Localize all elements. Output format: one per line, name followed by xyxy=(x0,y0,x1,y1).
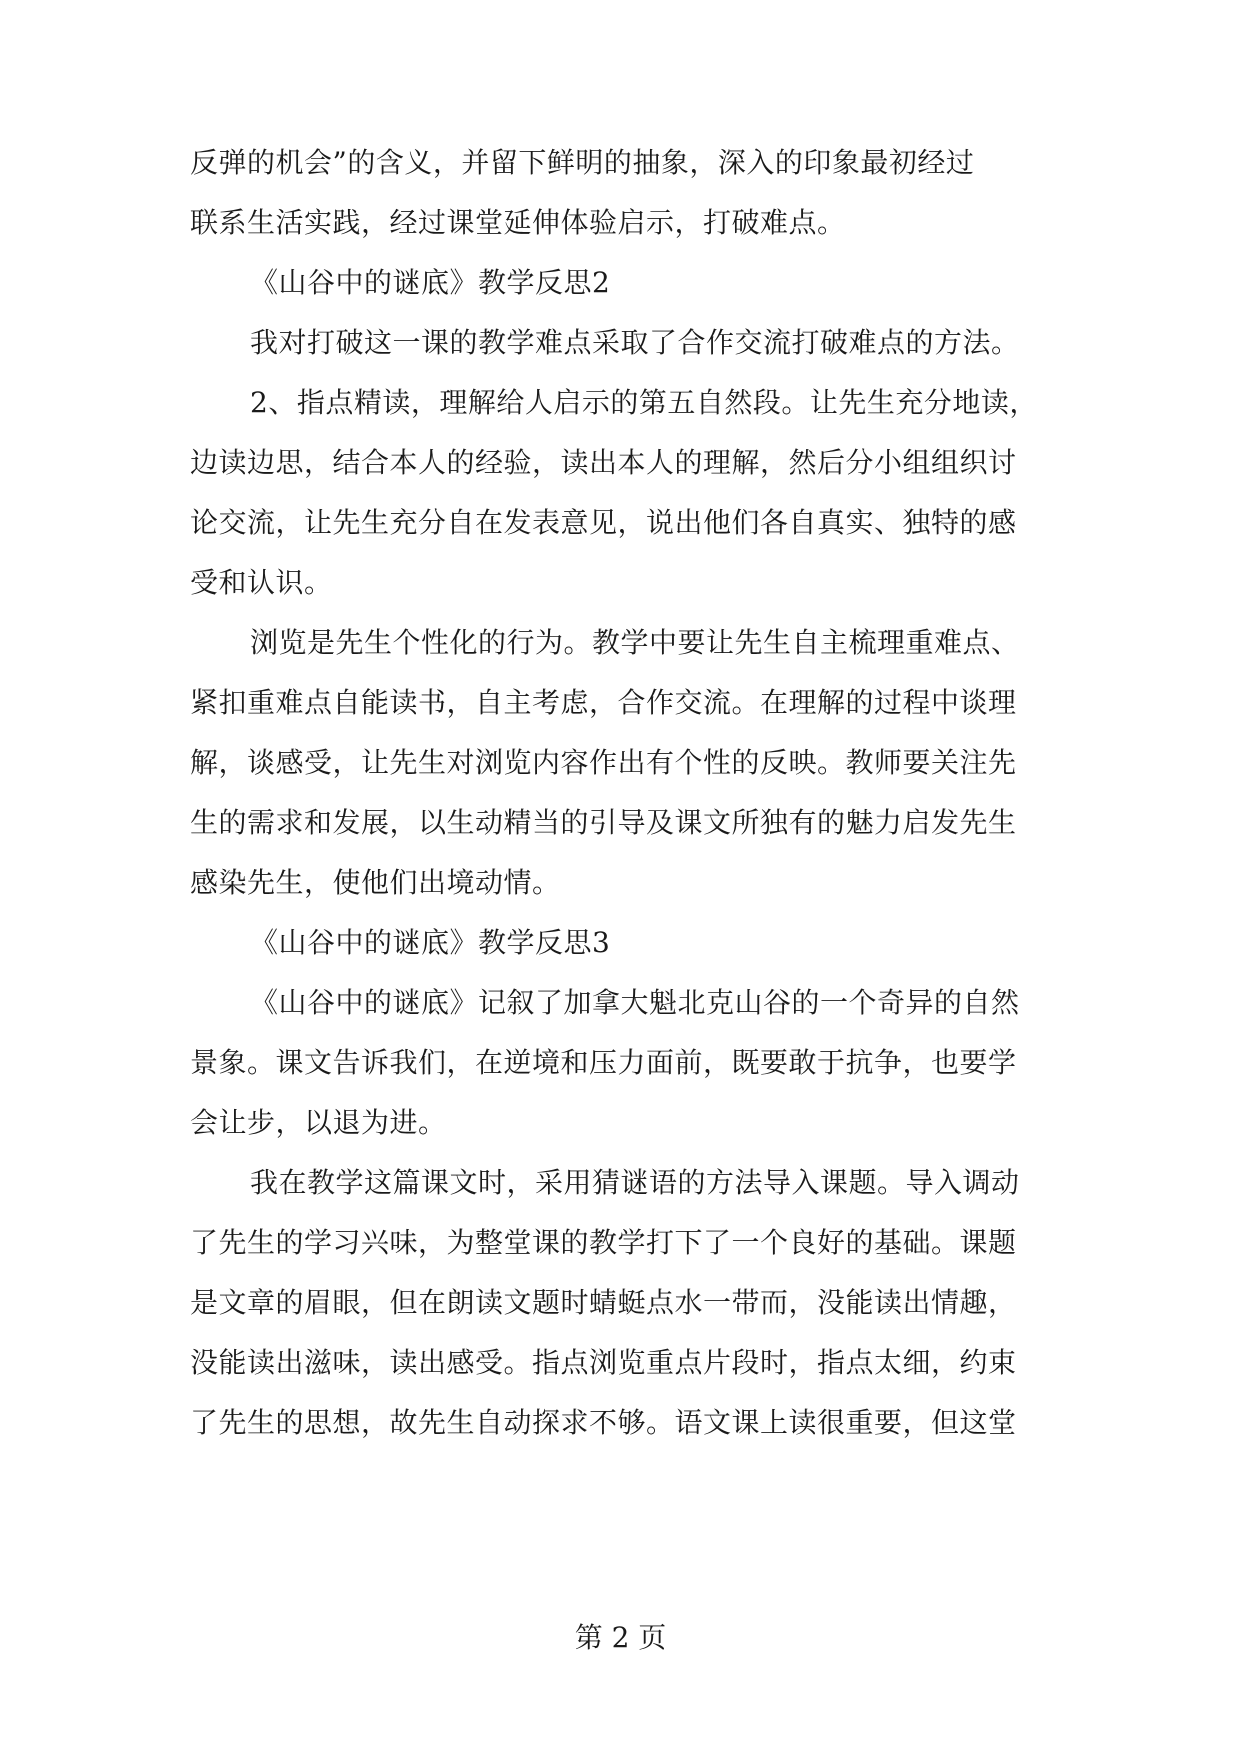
text-line: 紧扣重难点自能读书，自主考虑，合作交流。在理解的过程中谈理 xyxy=(190,686,1017,719)
text-line: 受和认识。 xyxy=(190,566,333,599)
section-heading: 《山谷中的谜底》教学反思3 xyxy=(250,926,611,959)
text-line: 浏览是先生个性化的行为。教学中要让先生自主梳理重难点、 xyxy=(250,626,1020,659)
text-line: 边读边思，结合本人的经验，读出本人的理解，然后分小组组织讨 xyxy=(190,446,1017,479)
text-line: 联系生活实践，经过课堂延伸体验启示，打破难点。 xyxy=(190,206,846,239)
text-line: 解，谈感受，让先生对浏览内容作出有个性的反映。教师要关注先 xyxy=(190,746,1017,779)
text-line: 会让步，以退为进。 xyxy=(190,1106,447,1139)
text-line: 了先生的思想，故先生自动探求不够。语文课上读很重要，但这堂 xyxy=(190,1406,1017,1439)
text-line: 感染先生，使他们出境动情。 xyxy=(190,866,561,899)
page-number: 第 2 页 xyxy=(574,1621,667,1654)
text-line: 《山谷中的谜底》记叙了加拿大魁北克山谷的一个奇异的自然 xyxy=(250,986,1020,1019)
text-line: 是文章的眉眼，但在朗读文题时蜻蜓点水一带而，没能读出情趣， xyxy=(190,1286,1017,1319)
text-line: 论交流，让先生充分自在发表意见，说出他们各自真实、独特的感 xyxy=(190,506,1017,539)
text-line: 生的需求和发展，以生动精当的引导及课文所独有的魅力启发先生 xyxy=(190,806,1017,839)
text-line: 我对打破这一课的教学难点采取了合作交流打破难点的方法。 xyxy=(250,326,1020,359)
text-line: 没能读出滋味，读出感受。指点浏览重点片段时，指点太细，约束 xyxy=(190,1346,1017,1379)
text-line: 反弹的机会”的含义，并留下鲜明的抽象，深入的印象最初经过 xyxy=(190,146,975,179)
text-line: 我在教学这篇课文时，采用猜谜语的方法导入课题。导入调动 xyxy=(250,1166,1020,1199)
text-line: 2、指点精读，理解给人启示的第五自然段。让先生充分地读， xyxy=(250,386,1038,419)
text-line: 了先生的学习兴味，为整堂课的教学打下了一个良好的基础。课题 xyxy=(190,1226,1017,1259)
text-line: 景象。课文告诉我们，在逆境和压力面前，既要敢于抗争，也要学 xyxy=(190,1046,1017,1079)
section-heading: 《山谷中的谜底》教学反思2 xyxy=(250,266,611,299)
